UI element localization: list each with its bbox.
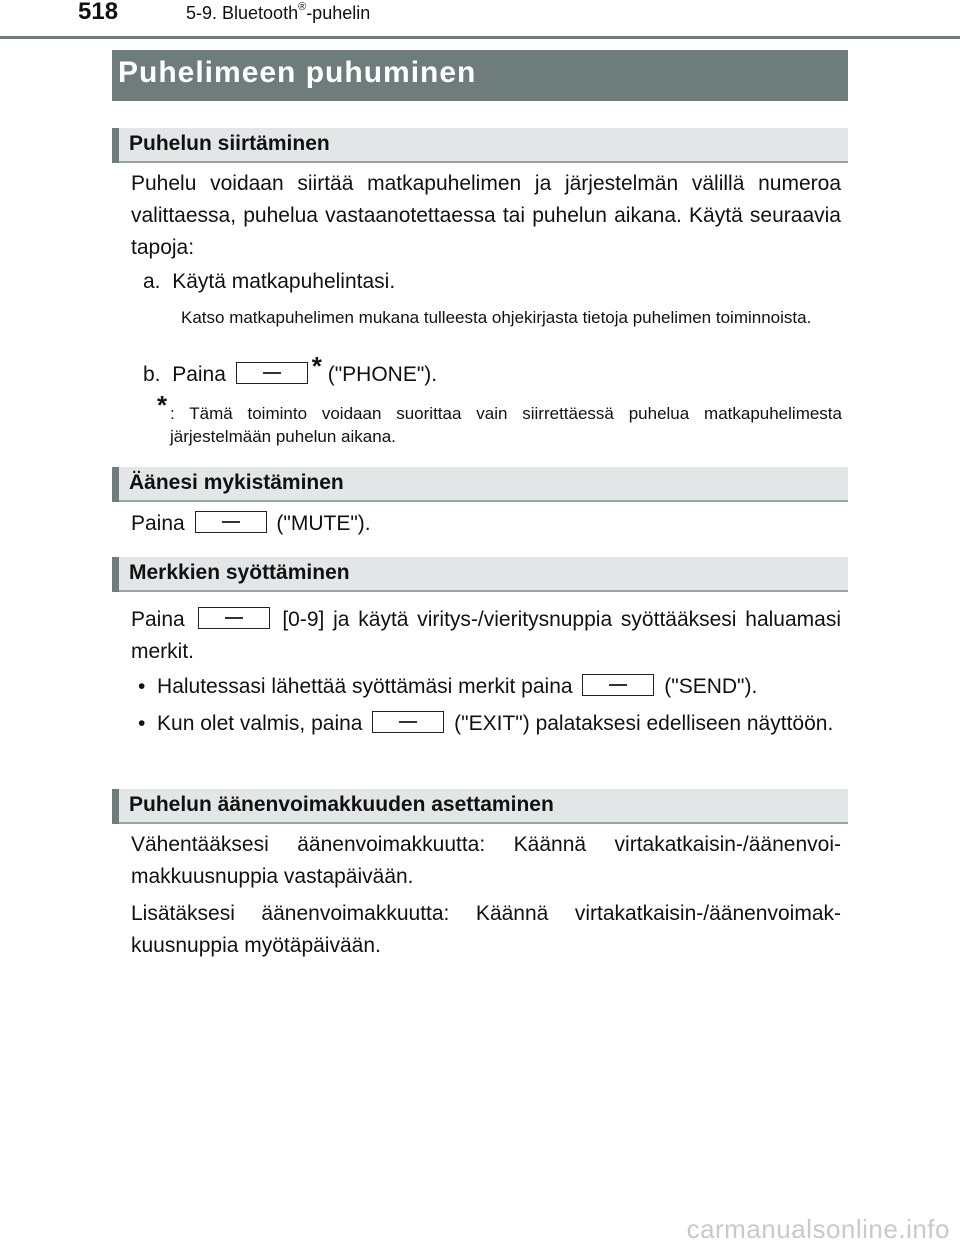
volume-increase: Lisätäksesi äänenvoimakkuutta: Käännä virtakatkaisin-/äänenvoimakkuusnuppia myötäpäivään. (131, 902, 841, 957)
footnote: : Tämä toiminto voidaan suorittaa vain siirrettäessä puhelua matkapuhelimesta järjestelmään puhelun aikana. (170, 404, 842, 446)
mute-instruction: Paina ("MUTE"). (131, 512, 371, 535)
enter-characters-instruction: Paina [0-9] ja käytä viritys-/vieritysnuppia syöttääksesi haluamasi merkit. (131, 608, 841, 663)
send-button[interactable] (582, 674, 654, 696)
bullet-exit: • Kun olet valmis, paina ("EXIT") palataksesi edelliseen näyttöön. (138, 712, 834, 735)
page-header (0, 0, 960, 39)
section-heading-call-transfer: Puhelun siirtäminen (112, 128, 848, 163)
option-b: b. Paina * ("PHONE"). (143, 351, 438, 386)
phone-button[interactable] (236, 362, 308, 384)
page-title: Puhelimeen puhuminen (112, 50, 848, 101)
section-breadcrumb: 5-9. Bluetooth®-puhelin (186, 1, 371, 23)
watermark: carmanualsonline.info (686, 1214, 950, 1244)
section-heading-mute: Äänesi mykistäminen (112, 467, 848, 502)
volume-decrease: Vähentääksesi äänenvoimakkuutta: Käännä virtakatkaisin-/äänenvoimakkuusnuppia vastapäivään. (131, 833, 841, 888)
bullet-send: • Halutessasi lähettää syöttämäsi merkit paina ("SEND"). (138, 675, 758, 698)
footnote-star: * (157, 390, 168, 420)
option-a-note: Katso matkapuhelimen mukana tulleesta ohjekirjasta tietoja puhelimen toiminnoista. (181, 308, 812, 327)
page-number: 518 (78, 0, 119, 25)
digits-button[interactable] (198, 607, 270, 629)
option-a: a. Käytä matkapuhelintasi. (143, 270, 396, 293)
section-heading-enter-characters: Merkkien syöttäminen (112, 557, 848, 592)
exit-button[interactable] (372, 711, 444, 733)
mute-button[interactable] (195, 511, 267, 533)
call-transfer-intro: Puhelu voidaan siirtää matkapuhelimen ja järjestelmän välillä numeroa valittaessa, puhelua vastaanotettaessa tai puhelun aikana. Käytä seuraavia tapoja: (131, 172, 841, 259)
section-heading-call-volume: Puhelun äänenvoimakkuuden asettaminen (112, 789, 848, 824)
